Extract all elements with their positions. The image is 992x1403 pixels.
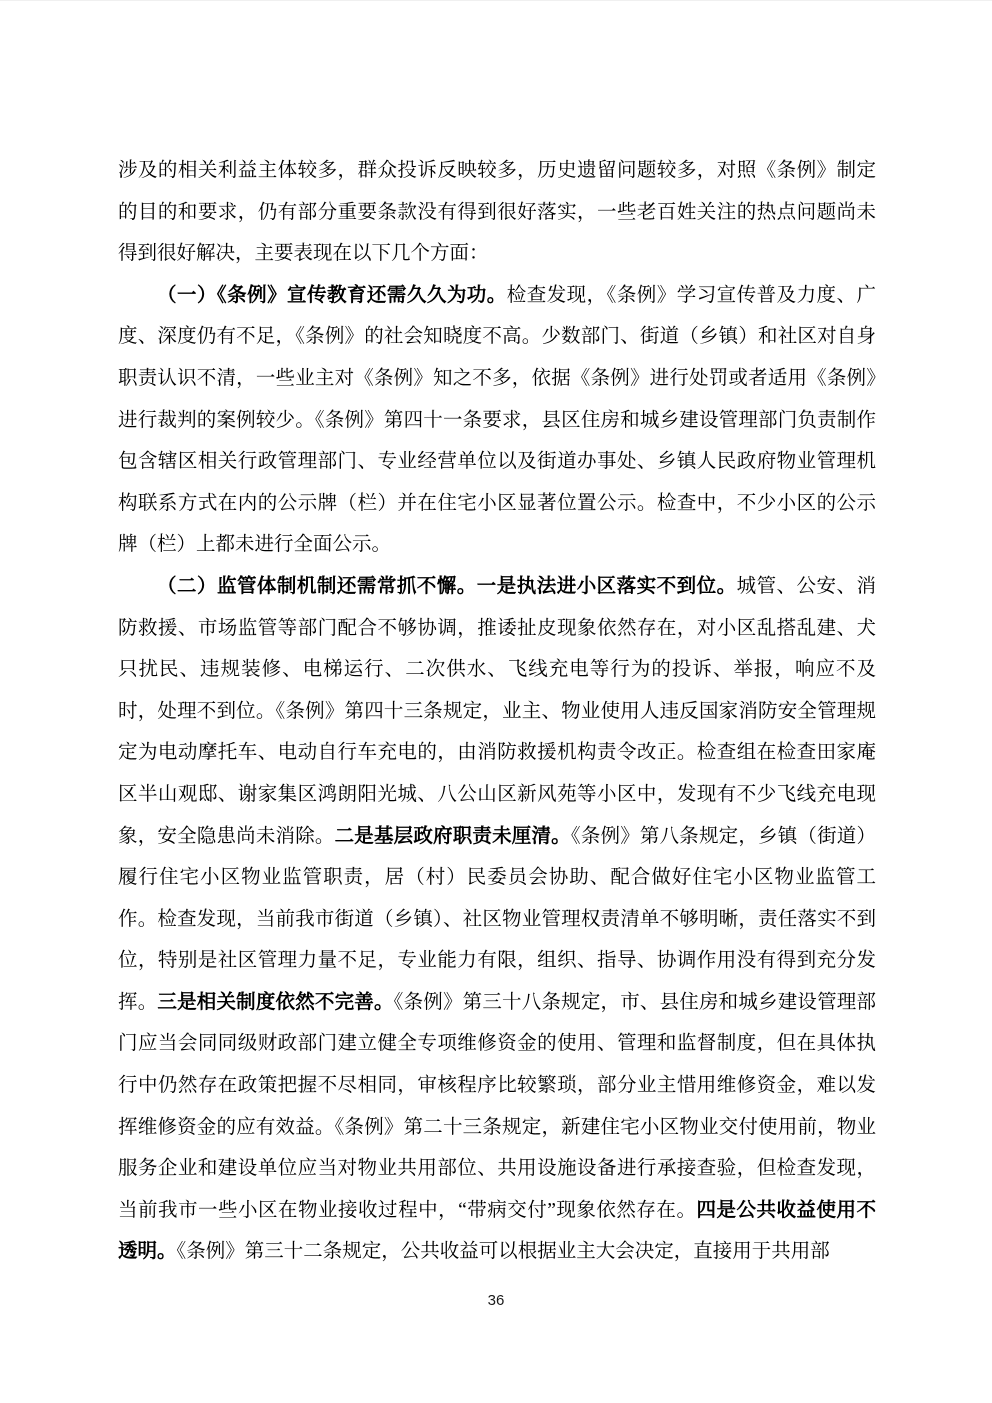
paragraph	[118, 150, 876, 275]
emphasis-text-run: （一）《条例》宣传教育还需久久为功。	[157, 284, 507, 306]
text-run: 《条例》第八条规定，乡镇（街道）履行住宅小区物业监管职责，居（村）民委员会协助、配合做好住宅小区物业监管工作。检查发现，当前我市街道（乡镇）、社区物业管理权责清单不够明晰，责任落实不到位，特别是社区管理力量不足，专业能力有限，组织、指导、协调作用没有得到充分发挥。	[118, 825, 876, 1013]
emphasis-text-run: 一是执法进小区落实不到位。	[476, 575, 737, 597]
emphasis-text-run: 二是基层政府职责未厘清。	[334, 825, 571, 847]
text-run: 《条例》第三十二条规定，公共收益可以根据业主大会决定，直接用于共用部	[176, 1241, 830, 1263]
text-run: 《条例》第三十八条规定，市、县住房和城乡建设管理部门应当会同同级财政部门建立健全专项维修资金的使用、管理和监督制度，但在具体执行中仍然存在政策把握不尽相同，审核程序比较繁琐，部分业主惜用维修资金，难以发挥维修资金的应有效益。《条例》第二十三条规定，新建住宅小区物业交付使用前，物业服务企业和建设单位应当对物业共用部位、共用设施设备进行承接查验，但检查发现，当前我市一些小区在物业接收过程中，“带病交付”现象依然存在。	[118, 991, 876, 1221]
text-run: 检查发现，《条例》学习宣传普及力度、广度、深度仍有不足，《条例》的社会知晓度不高。少数部门、街道（乡镇）和社区对自身职责认识不清，一些业主对《条例》知之不多，依据《条例》进行处罚或者适用《条例》进行裁判的案例较少。《条例》第四十一条要求，县区住房和城乡建设管理部门负责制作包含辖区相关行政管理部门、专业经营单位以及街道办事处、乡镇人民政府物业管理机构联系方式在内的公示牌（栏）并在住宅小区显著位置公示。检查中，不少小区的公示牌（栏）上都未进行全面公示。	[118, 284, 876, 556]
paragraph	[118, 566, 876, 1273]
emphasis-text-run: 四是公共收益使用不透明。	[118, 1199, 876, 1263]
page-number: 36	[487, 1292, 505, 1309]
text-run: 涉及的相关利益主体较多，群众投诉反映较多，历史遗留问题较多，对照《条例》制定的目的和要求，仍有部分重要条款没有得到很好落实，一些老百姓关注的热点问题尚未得到很好解决，主要表现在以下几个方面：	[118, 160, 876, 265]
emphasis-text-run: 三是相关制度依然不完善。	[157, 991, 394, 1013]
text-run: 城管、公安、消防救援、市场监管等部门配合不够协调，推诿扯皮现象依然存在，对小区乱搭乱建、犬只扰民、违规装修、电梯运行、二次供水、飞线充电等行为的投诉、举报，响应不及时，处理不到位。《条例》第四十三条规定，业主、物业使用人违反国家消防安全管理规定为电动摩托车、电动自行车充电的，由消防救援机构责令改正。检查组在检查田家庵区半山观邸、谢家集区鸿朗阳光城、八公山区新风苑等小区中，发现有不少飞线充电现象，安全隐患尚未消除。	[118, 575, 876, 847]
paragraph	[118, 275, 876, 566]
document-body	[118, 150, 876, 1273]
emphasis-text-run: （二）监管体制机制还需常抓不懈。	[157, 575, 477, 597]
